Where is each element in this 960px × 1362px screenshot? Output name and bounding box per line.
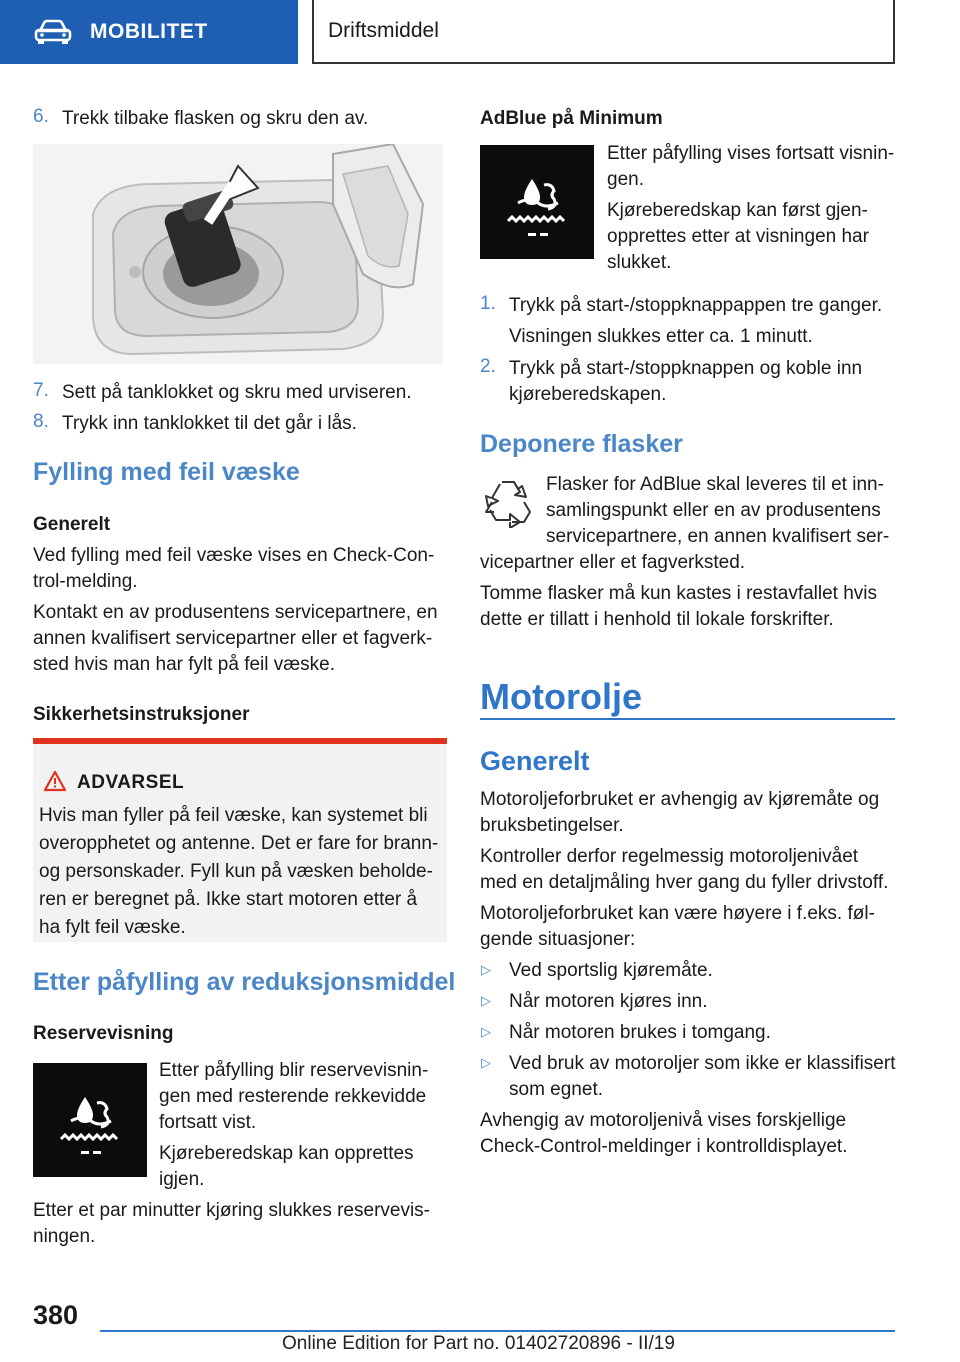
paragraph-line: Etter påfylling vises fortsatt visnin-	[607, 143, 895, 164]
adblue-icon	[33, 1063, 147, 1177]
paragraph-line: Flasker for AdBlue skal leveres til et inn-	[546, 474, 884, 495]
step-text: kjøreberedskapen.	[509, 384, 667, 405]
step-number: 2.	[480, 356, 496, 377]
paragraph-line: igjen.	[159, 1169, 205, 1190]
sub-heading: Reservevisning	[33, 1023, 174, 1044]
paragraph-line: bruksbetingelser.	[480, 815, 624, 836]
chapter-heading: Motorolje	[480, 676, 642, 717]
paragraph-line: gende situasjoner:	[480, 929, 636, 950]
section-tab[interactable]	[0, 0, 298, 64]
warning-line: og personskader. Fyll kun på væsken beholde-	[39, 861, 433, 882]
list-item: Når motoren kjøres inn.	[509, 991, 708, 1012]
section-heading: Etter påfylling av reduksjonsmiddel	[33, 968, 456, 996]
section-heading: Generelt	[480, 746, 590, 776]
step-text: Trykk inn tanklokket til det går i lås.	[62, 413, 357, 434]
section-label: MOBILITET	[90, 20, 208, 43]
list-item: som egnet.	[509, 1079, 603, 1100]
paragraph-line: Kontakt en av produsentens servicepartnere, en	[33, 602, 438, 623]
warning-line: Hvis man fyller på feil væske, kan systemet bli	[39, 805, 428, 826]
paragraph-line: Kjøreberedskap kan opprettes	[159, 1143, 414, 1164]
list-item: Ved bruk av motoroljer som ikke er klassifisert	[509, 1053, 896, 1074]
bullet-icon: ▷	[481, 1024, 491, 1039]
paragraph-line: gen med resterende rekkevidde	[159, 1086, 427, 1107]
chapter-title: Driftsmiddel	[328, 19, 439, 42]
bullet-icon: ▷	[481, 962, 491, 977]
step-text: Trykk på start-/stoppknappen og koble inn	[509, 358, 863, 379]
edition-text: Online Edition for Part no. 01402720896 - II/19	[282, 1333, 675, 1354]
adblue-minimum-indicator	[480, 145, 594, 259]
warning-triangle-icon	[43, 770, 67, 792]
section-heading: Deponere flasker	[480, 430, 683, 458]
sub-heading: Generelt	[33, 514, 111, 535]
paragraph-line: fortsatt vist.	[159, 1112, 257, 1133]
paragraph-line: opprettes etter at visningen har	[607, 226, 869, 247]
bullet-icon: ▷	[481, 1055, 491, 1070]
paragraph-line: Etter et par minutter kjøring slukkes reservevis-	[33, 1200, 431, 1221]
section-heading: Fylling med feil væske	[33, 458, 300, 486]
paragraph-line: med en detaljmåling hver gang du fyller drivstoff.	[480, 872, 889, 893]
step-text: Trykk på start-/stoppknappappen tre ganger.	[509, 295, 883, 316]
paragraph-line: annen kvalifisert servicepartner eller et fagverk-	[33, 628, 433, 649]
sub-heading: AdBlue på Minimum	[480, 108, 663, 129]
page-number: 380	[33, 1300, 79, 1330]
paragraph-line: dette er tillatt i henhold til lokale forskrifter.	[480, 609, 834, 630]
step-number: 8.	[33, 411, 49, 432]
paragraph-line: vicepartner eller et fagverksted.	[480, 552, 746, 573]
warning-line: overopphetet og antenne. Det er fare for brann-	[39, 833, 439, 854]
heading-rule	[480, 718, 895, 720]
car-icon	[34, 19, 72, 45]
paragraph-line: Motoroljeforbruket er avhengig av kjøremåte og	[480, 789, 880, 810]
adblue-icon	[480, 145, 594, 259]
warning-line: ren er beregnet på. Ikke start motoren etter å	[39, 889, 418, 910]
paragraph-line: sted hvis man har fylt på feil væske.	[33, 654, 336, 675]
step-note: Visningen slukkes etter ca. 1 minutt.	[509, 326, 813, 347]
step-number: 7.	[33, 380, 49, 401]
step-number: 1.	[480, 293, 496, 314]
paragraph-line: Etter påfylling blir reservevisnin-	[159, 1060, 429, 1081]
paragraph-line: samlingspunkt eller en av produsentens	[546, 500, 881, 521]
warning-line: ha fylt feil væske.	[39, 917, 186, 938]
warning-box	[33, 738, 447, 942]
paragraph-line: Kjøreberedskap kan først gjen-	[607, 200, 868, 221]
paragraph-line: Motoroljeforbruket kan være høyere i f.eks. føl-	[480, 903, 875, 924]
paragraph-line: Check-Control-meldinger i kontrolldisplayet.	[480, 1136, 848, 1157]
paragraph-line: ningen.	[33, 1226, 96, 1247]
footer-rule	[100, 1330, 895, 1332]
paragraph-line: Avhengig av motoroljenivå vises forskjellige	[480, 1110, 847, 1131]
paragraph-line: trol-melding.	[33, 571, 138, 592]
list-item: Når motoren brukes i tomgang.	[509, 1022, 771, 1043]
paragraph-line: servicepartnere, en annen kvalifisert ser-	[546, 526, 890, 547]
paragraph-line: Kontroller derfor regelmessig motoroljenivået	[480, 846, 859, 867]
step-number: 6.	[33, 106, 49, 127]
step-text: Sett på tanklokket og skru med urviseren.	[62, 382, 412, 403]
paragraph-line: gen.	[607, 169, 644, 190]
list-item: Ved sportslig kjøremåte.	[509, 960, 713, 981]
paragraph-line: Tomme flasker må kun kastes i restavfallet hvis	[480, 583, 878, 604]
paragraph-line: Ved fylling med feil væske vises en Check-Con-	[33, 545, 435, 566]
sub-heading: Sikkerhetsinstruksjoner	[33, 704, 250, 725]
recycle-icon	[482, 476, 534, 528]
adblue-reserve-indicator	[33, 1063, 147, 1177]
warning-title: ADVARSEL	[77, 772, 185, 793]
paragraph-line: slukket.	[607, 252, 672, 273]
bullet-icon: ▷	[481, 993, 491, 1008]
chapter-header	[312, 0, 895, 64]
fuel-cap-illustration	[33, 144, 443, 364]
step-text: Trekk tilbake flasken og skru den av.	[62, 108, 369, 129]
